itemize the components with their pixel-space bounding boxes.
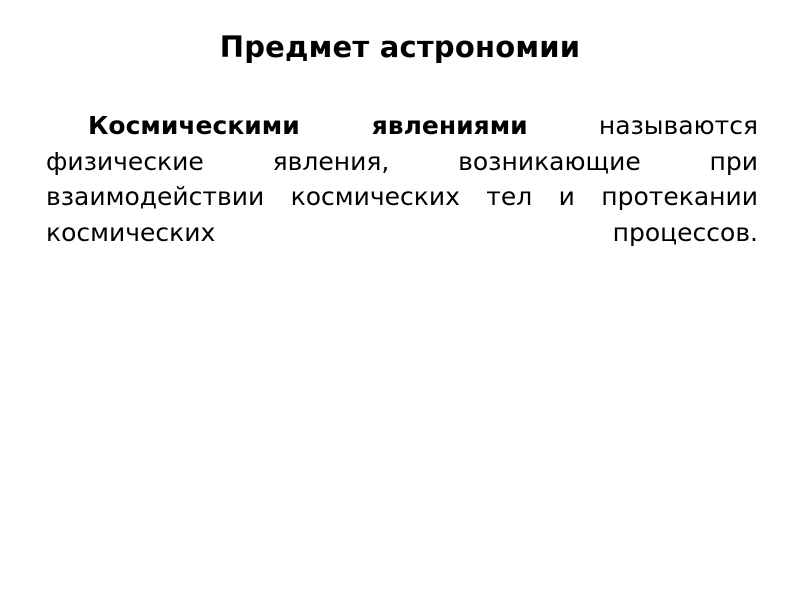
- paragraph-text: называются физические явления, возникающие при взаимодействии космических тел и протекании космических процессов.: [46, 111, 758, 247]
- slide-body: [46, 108, 758, 286]
- page-title: Предмет астрономии: [219, 30, 581, 64]
- body-paragraph: [46, 108, 758, 286]
- bold-term: Космическими явлениями: [88, 111, 528, 140]
